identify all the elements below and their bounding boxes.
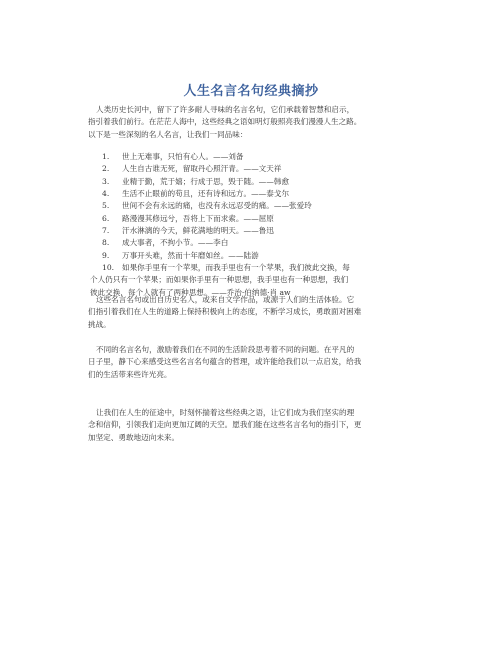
list-number: 8. [102,238,110,248]
list-number: 10. [102,263,115,273]
list-item [102,250,408,262]
quote-text: 万事开头难，然而十年磨如丝。——陆游 [122,250,259,260]
quote-text: 世上无难事，只怕有心人。——刘备 [122,152,244,161]
list-number: 5. [102,201,110,211]
list-item [102,225,408,237]
body-paragraph [88,344,406,381]
quote-text: 成大事者，不拘小节。——李白 [122,238,229,248]
list-number: 2. [102,164,110,174]
body-paragraph [88,407,406,444]
list-number: 7. [102,226,110,236]
intro-line: 以下是一些深刻的名人名言，让我们一同品味： [88,129,248,139]
list-number: 6. [102,213,110,223]
list-item [102,200,408,212]
document-title: 人生名言名句经典摘抄 [183,84,319,99]
quote-text-continued: 彼此交换，每个人就有了两种思想。——乔治·伯纳德·肖 aw [90,287,291,297]
list-item [102,176,408,188]
quote-text: 业精于勤，荒于嬉；行成于思，毁于随。——韩愈 [122,176,290,186]
paragraph-line: 不同的名言名句，激励着我们在不同的生活阶段思考着不同的问题。在平凡的 [96,345,355,354]
intro-line: 人类历史长河中，留下了许多耐人寻味的名言名句，它们承载着智慧和启示， [96,105,355,114]
quote-list [90,151,408,299]
body-paragraph [88,294,406,331]
quote-text: 世间不会有永远的痛，也没有永远忍受的痛。——张爱玲 [122,201,312,211]
quote-text: 路漫漫其修远兮，吾将上下而求索。——屈原 [122,213,274,223]
list-number: 1. [102,152,110,161]
paragraph-line: 们的生活带来些许光亮。 [88,369,172,379]
quote-text: 如果你手里有一个苹果，而我手里也有一个苹果，我们彼此交换，每 [122,263,350,273]
list-number: 3. [102,176,110,186]
paragraph-line: 加坚定、勇敢地迈向未来。 [88,432,180,442]
intro-line: 指引着我们前行。在茫茫人海中，这些经典之语如明灯般照亮我们漫漫人生之路。 [88,117,362,127]
quote-text-continued: 个人仍只有一个苹果；而如果你手里有一种思想，我手里也有一种思想，我们 [90,275,349,285]
list-number: 4. [102,189,110,199]
list-item [102,237,408,249]
quote-text: 生活不止眼前的苟且，还有诗和远方。——泰戈尔 [122,189,290,199]
paragraph-line: 日子里，静下心来感受这些名言名句蕴含的哲理，或许能给我们以一点启发，给我 [88,357,362,367]
quote-text: 汗水淋漓的今天，鲜花满地的明天。——鲁迅 [122,226,274,236]
list-item [102,188,408,200]
paragraph-line: 们指引着我们在人生的道路上保持积极向上的态度，不断学习成长，勇敢面对困难 [88,307,362,317]
paragraph-line: 念和信仰，引领我们走向更加辽阔的天空。愿我们能在这些名言名句的指引下，更 [88,420,362,430]
list-item [102,163,408,175]
paragraph-line: 这些名言名句或出自历史名人，或来自文学作品，或源于人们的生活体验。它 [96,295,355,304]
list-item [102,151,408,163]
intro-paragraph [88,104,406,141]
list-item [102,213,408,225]
paragraph-line: 让我们在人生的征途中，时刻怀揣着这些经典之语，让它们成为我们坚实的理 [96,408,355,417]
paragraph-line: 挑战。 [88,319,111,329]
quote-text: 人生自古谁无死，留取丹心照汗青。——文天祥 [122,164,282,174]
list-number: 9. [102,250,110,260]
